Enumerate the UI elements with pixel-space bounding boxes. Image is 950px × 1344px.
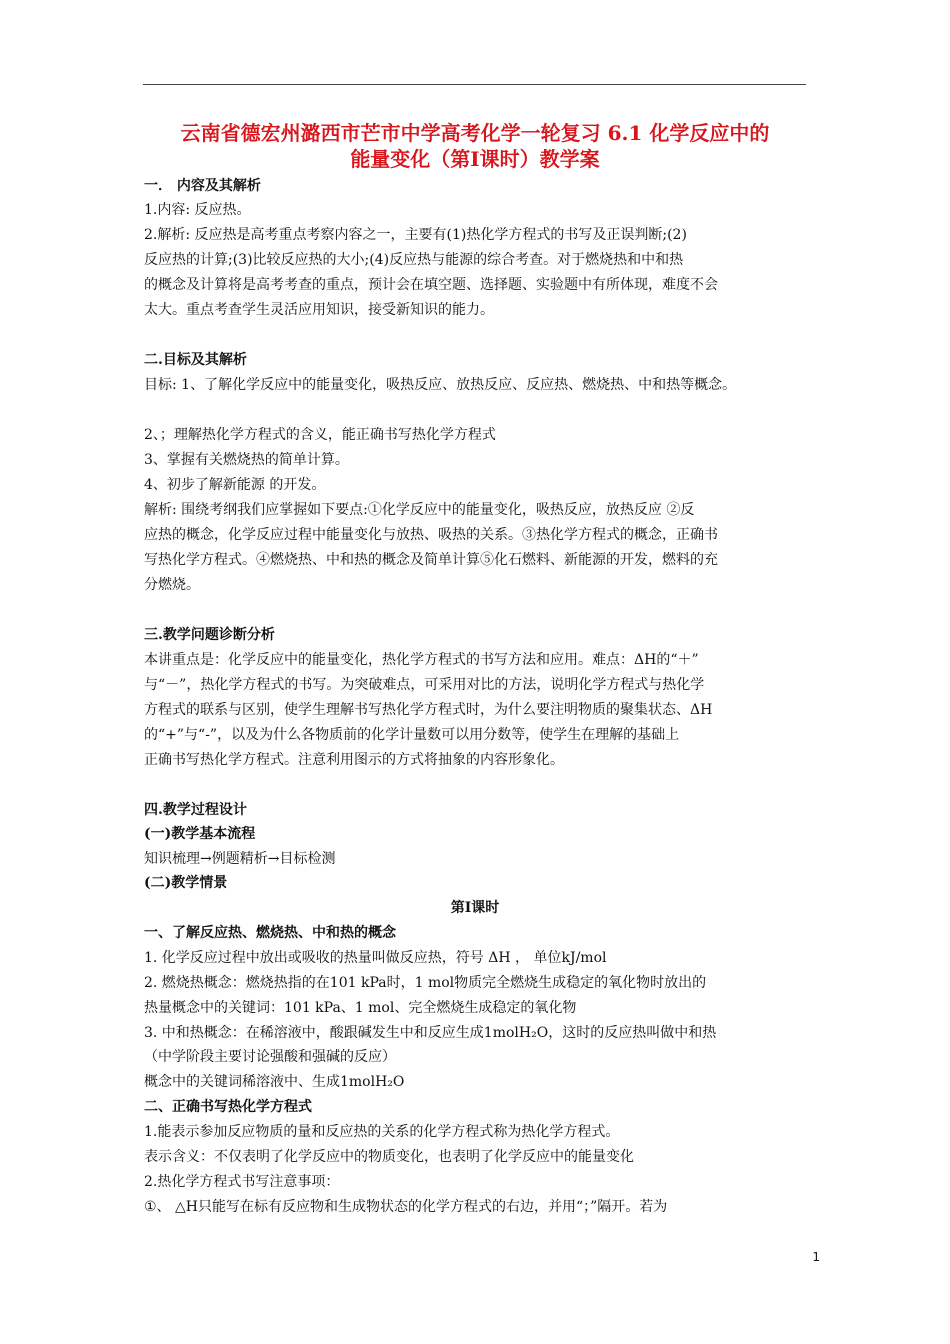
text-line: 方程式的联系与区别，使学生理解书写热化学方程式时，为什么要注明物质的聚集状态、ΔH [144,702,713,718]
text-line: 二、正确书写热化学方程式 [144,1099,312,1115]
text-line: 第Ⅰ课时 [450,900,500,916]
text-line: 的“+”与“-”，以及为什么各物质前的化学计量数可以用分数等，使学生在理解的基础上 [144,727,680,743]
header-rule [143,84,806,85]
text-line: ①、 △H只能写在标有反应物和生成物状态的化学方程式的右边，并用“；”隔开。若为 [144,1199,668,1215]
text-line: 热量概念中的关键词：101 kPa、1 mol、完全燃烧生成稳定的氧化物 [144,1000,577,1016]
text-line: 表示含义：不仅表明了化学反应中的物质变化，也表明了化学反应中的能量变化 [144,1149,634,1165]
text-line: 3、掌握有关燃烧热的简单计算。 [144,452,349,468]
text-line: 应热的概念，化学反应过程中能量变化与放热、吸热的关系。③热化学方程式的概念，正确书 [144,527,718,543]
text-line: 分燃烧。 [144,577,200,593]
text-line: 四.教学过程设计 [144,802,247,818]
text-line: 目标: 1、了解化学反应中的能量变化，吸热反应、放热反应、反应热、燃烧热、中和热等概念。 [144,377,737,393]
text-line: 解析: 围绕考纲我们应掌握如下要点:①化学反应中的能量变化，吸热反应，放热反应 ②反 [144,502,695,518]
text-line: 与“－”，热化学方程式的书写。为突破难点，可采用对比的方法，说明化学方程式与热化学 [144,677,705,693]
text-line: 2、；理解热化学方程式的含义，能正确书写热化学方程式 [144,427,496,443]
page-number: 1 [812,1250,820,1264]
text-line: 2.解析: 反应热是高考重点考察内容之一，主要有(1)热化学方程式的书写及正误判断;(2) [144,227,687,243]
text-line: 1. 化学反应过程中放出或吸收的热量叫做反应热，符号 ΔH ， 单位kJ/mol [144,950,607,966]
text-line: 概念中的关键词稀溶液中、生成1molH₂O [144,1074,405,1090]
text-line: 一． 内容及其解析 [144,178,261,194]
text-line: 反应热的计算;(3)比较反应热的大小;(4)反应热与能源的综合考查。对于燃烧热和中和热 [144,252,684,268]
text-line: 2. 燃烧热概念：燃烧热指的在101 kPa时，1 mol物质完全燃烧生成稳定的氧化物时放出的 [144,975,707,991]
text-line: 三.教学问题诊断分析 [144,627,275,643]
text-line: 一、了解反应热、燃烧热、中和热的概念 [144,925,396,941]
text-line: 2.热化学方程式书写注意事项： [144,1174,340,1190]
text-line: 写热化学方程式。④燃烧热、中和热的概念及简单计算⑤化石燃料、新能源的开发，燃料的充 [144,552,718,568]
document-title-line-1: 云南省德宏州潞西市芒市中学高考化学一轮复习 6.1 化学反应中的 [180,121,770,145]
text-line: （中学阶段主要讨论强酸和强碱的反应） [144,1049,396,1065]
text-line: 二.目标及其解析 [144,352,247,368]
text-line: 本讲重点是：化学反应中的能量变化，热化学方程式的书写方法和应用。难点：ΔH的“＋” [144,652,699,668]
text-line: 太大。重点考查学生灵活应用知识，接受新知识的能力。 [144,302,494,318]
text-line: (一)教学基本流程 [144,826,256,842]
text-line: 正确书写热化学方程式。注意利用图示的方式将抽象的内容形象化。 [144,752,564,768]
document-title-line-2: 能量变化（第Ⅰ课时）教学案 [350,147,600,171]
text-line: 的概念及计算将是高考考查的重点，预计会在填空题、选择题、实验题中有所体现，难度不会 [144,277,718,293]
text-line: (二)教学情景 [144,875,228,891]
text-line: 3. 中和热概念：在稀溶液中，酸跟碱发生中和反应生成1molH₂O，这时的反应热叫做中和热 [144,1025,717,1041]
text-line: 1.能表示参加反应物质的量和反应热的关系的化学方程式称为热化学方程式。 [144,1124,620,1140]
text-line: 知识梳理→例题精析→目标检测 [144,851,336,867]
text-line: 4、初步了解新能源 的开发。 [144,477,326,493]
text-line: 1.内容: 反应热。 [144,202,251,218]
